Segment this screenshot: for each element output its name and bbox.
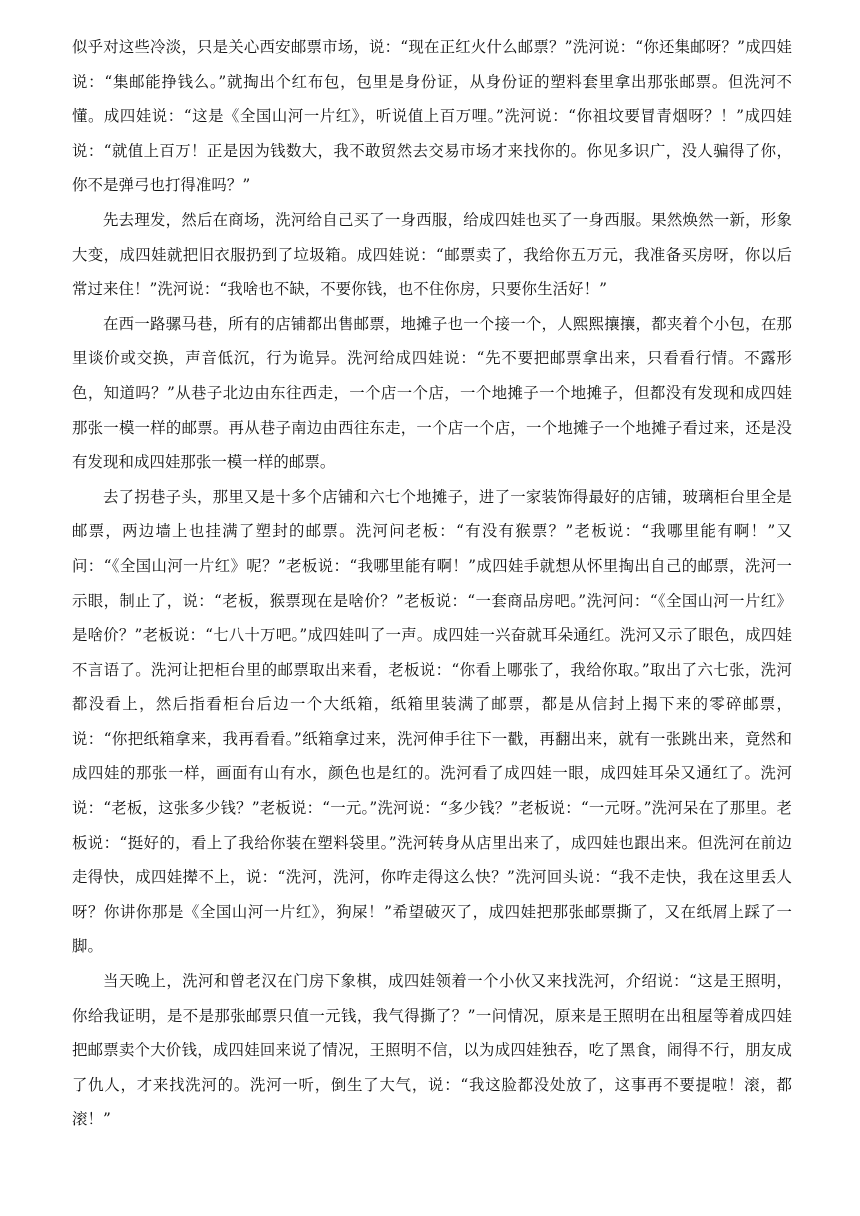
document-page [72,30,792,1137]
paragraph-4: 去了拐巷子头，那里又是十多个店铺和六七个地摊子，进了一家装饰得最好的店铺，玻璃柜台里全是邮票，两边墙上也挂满了塑封的邮票。洗河问老板：“有没有猴票？”老板说：“我哪里能有啊！”又问：“《全国山河一片红》呢？”老板说：“我哪里能有啊！”成四娃手就想从怀里掏出自己的邮票，洗河一示眼，制止了，说：“老板，猴票现在是啥价？”老板说：“一套商品房吧。”洗河问：“《全国山河一片红》是啥价？”老板说：“七八十万吧。”成四娃叫了一声。成四娃一兴奋就耳朵通红。洗河又示了眼色，成四娃不言语了。洗河让把柜台里的邮票取出来看，老板说：“你看上哪张了，我给你取。”取出了六七张，洗河都没看上，然后指看柜台后边一个大纸箱，纸箱里装满了邮票，都是从信封上揭下来的零碎邮票，说：“你把纸箱拿来，我再看看。”纸箱拿过来，洗河伸手往下一戳，再翻出来，就有一张跳出来，竟然和成四娃的那张一样，画面有山有水，颜色也是红的。洗河看了成四娃一眼，成四娃耳朵又通红了。洗河说：“老板，这张多少钱？”老板说：“一元。”洗河说：“多少钱？”老板说：“一元呀。”洗河呆在了那里。老板说：“挺好的，看上了我给你装在塑料袋里。”洗河转身从店里出来了，成四娃也跟出来。但洗河在前边走得快，成四娃撵不上，说：“洗河，洗河，你咋走得这么快？”洗河回头说：“我不走快，我在这里丢人呀？你讲你那是《全国山河一片红》，狗屎！”希望破灭了，成四娃把那张邮票撕了，又在纸屑上踩了一脚。 [72,487,792,956]
paragraph-1: 似乎对这些冷淡，只是关心西安邮票市场，说：“现在正红火什么邮票？”洗河说：“你还集邮呀？”成四娃说：“集邮能挣钱么。”就掏出个红布包，包里是身份证，从身份证的塑料套里拿出那张邮票。但洗河不懂。成四娃说：“这是《全国山河一片红》，听说值上百万哩。”洗河说：“你祖坟要冒青烟呀？！”成四娃说：“就值上百万！正是因为钱数大，我不敢贸然去交易市场才来找你的。你见多识广，没人骗得了你，你不是弹弓也打得准吗？” [72,38,792,195]
paragraph-2: 先去理发，然后在商场，洗河给自己买了一身西服，给成四娃也买了一身西服。果然焕然一新，形象大变，成四娃就把旧衣服扔到了垃圾箱。成四娃说：“邮票卖了，我给你五万元，我准备买房呀，你以后常过来住！”洗河说：“我啥也不缺，不要你钱，也不住你房，只要你生活好！” [72,210,792,299]
paragraph-5: 当天晚上，洗河和曾老汉在门房下象棋，成四娃领着一个小伙又来找洗河，介绍说：“这是王照明，你给我证明，是不是那张邮票只值一元钱，我气得撕了？”一问情况，原来是王照明在出租屋等着成四娃把邮票卖个大价钱，成四娃回来说了情况，王照明不信，以为成四娃独吞，吃了黑食，闹得不行，朋友成了仇人，才来找洗河的。洗河一听，倒生了大气，说：“我这脸都没处放了，这事再不要提啦！滚，都滚！” [72,972,792,1129]
paragraph-3: 在西一路骡马巷，所有的店铺都出售邮票，地摊子也一个接一个，人熙熙攘攘，都夹着个小包，在那里谈价或交换，声音低沉，行为诡异。洗河给成四娃说：“先不要把邮票拿出来，只看看行情。不露形色，知道吗？”从巷子北边由东往西走，一个店一个店，一个地摊子一个地摊子，但都没有发现和成四娃那张一模一样的邮票。再从巷子南边由西往东走，一个店一个店，一个地摊子一个地摊子看过来，还是没有发现和成四娃那张一模一样的邮票。 [72,314,792,472]
